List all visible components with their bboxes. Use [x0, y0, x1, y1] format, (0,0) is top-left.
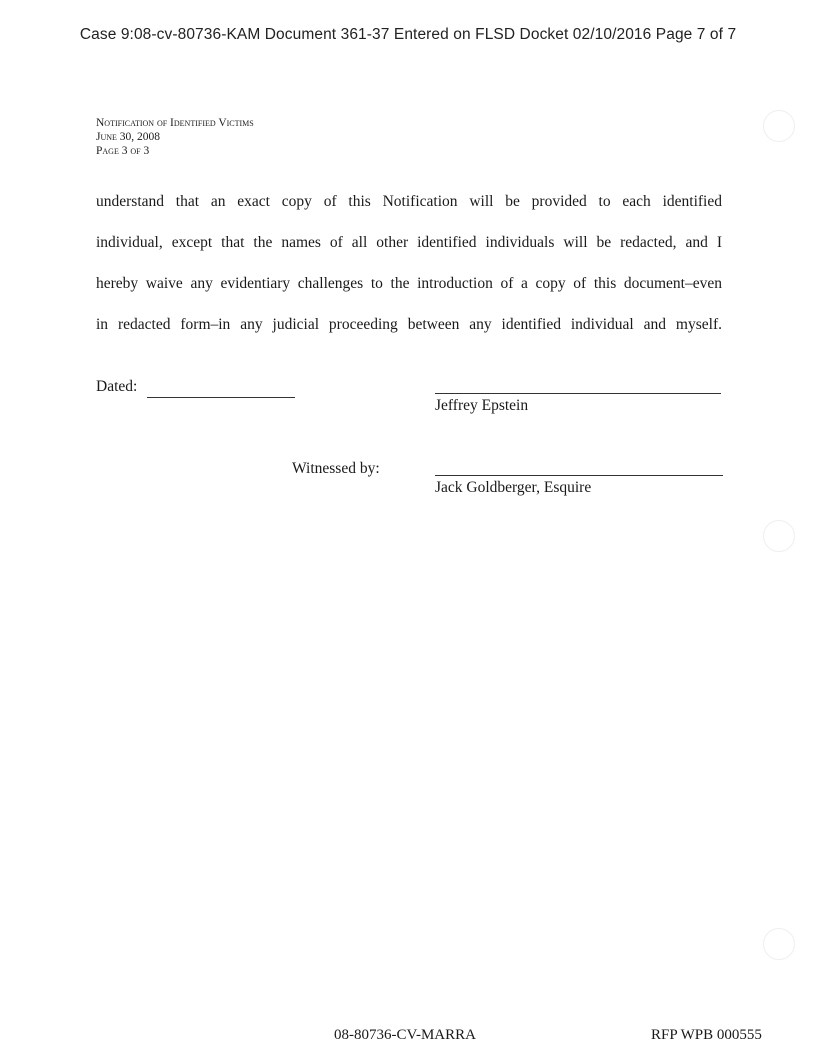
- scan-artifact: [763, 520, 795, 552]
- letterhead-page: Page 3 of 3: [96, 145, 150, 157]
- scan-artifact: [763, 928, 795, 960]
- body-paragraph: [96, 188, 722, 352]
- witness-signature-line: [435, 475, 723, 476]
- footer-case-reference: 08-80736-CV-MARRA: [334, 1027, 476, 1043]
- letterhead: [96, 116, 254, 158]
- signer-name: Jeffrey Epstein: [435, 397, 529, 414]
- witness-name: Jack Goldberger, Esquire: [435, 479, 592, 496]
- letterhead-date: June 30, 2008: [96, 131, 161, 143]
- letterhead-title: Notification of Identified Victims: [96, 117, 254, 129]
- dated-signature-line: [147, 397, 295, 398]
- scan-artifact: [763, 110, 795, 142]
- body-line: individual, except that the names of all other identified individuals will be redacted, and I: [96, 234, 722, 251]
- footer-bates-number: RFP WPB 000555: [651, 1027, 762, 1043]
- body-line: understand that an exact copy of this Notification will be provided to each identified: [96, 193, 722, 210]
- dated-label: Dated:: [96, 378, 138, 395]
- signer-signature-line: [435, 393, 721, 394]
- body-line: in redacted form–in any judicial proceeding between any identified individual and myself.: [96, 316, 722, 333]
- docket-header: Case 9:08-cv-80736-KAM Document 361-37 Entered on FLSD Docket 02/10/2016 Page 7 of 7: [79, 26, 737, 43]
- body-line: hereby waive any evidentiary challenges to the introduction of a copy of this document–even: [96, 275, 722, 292]
- witness-label: Witnessed by:: [292, 460, 380, 477]
